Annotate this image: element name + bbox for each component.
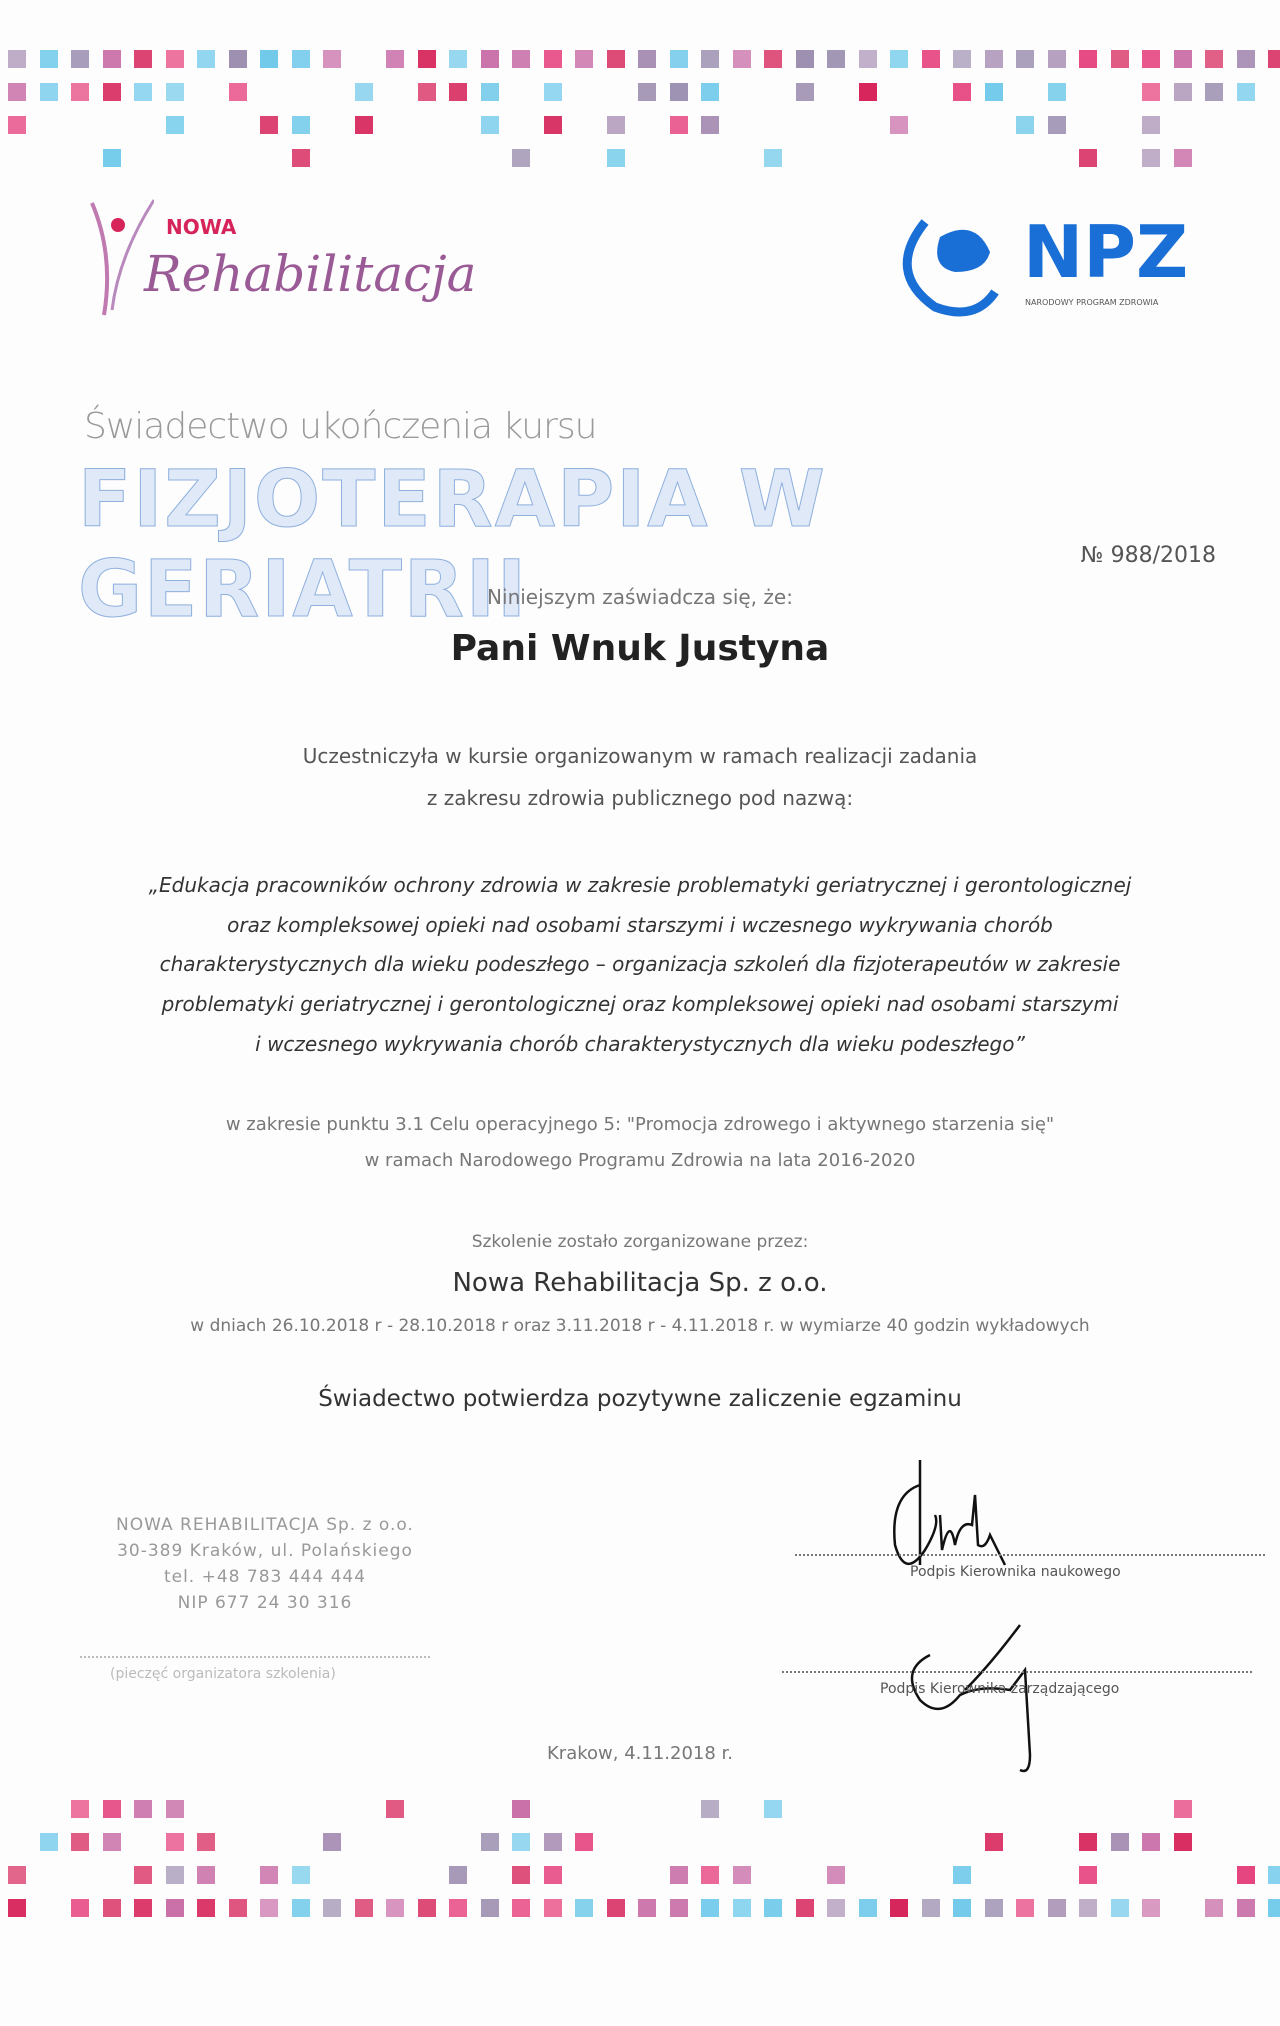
mosaic-tile [701, 50, 719, 68]
mosaic-tile [292, 50, 310, 68]
mosaic-tile [449, 83, 467, 101]
mosaic-tile [827, 1899, 845, 1917]
mosaic-tile [764, 50, 782, 68]
managing-sign-label: Podpis Kierownika zarządzającego [880, 1681, 1120, 1697]
stamp-line: NIP 677 24 30 316 [177, 1593, 353, 1613]
mosaic-tile [670, 1866, 688, 1884]
mosaic-tile [197, 1866, 215, 1884]
npz-emblem-icon [895, 212, 1005, 322]
mosaic-tile [1048, 83, 1066, 101]
mosaic-tile [8, 1866, 26, 1884]
mosaic-tile [1268, 50, 1280, 68]
mosaic-tile [134, 83, 152, 101]
task-line-4: problematyki geriatrycznej i gerontologicznej oraz kompleksowej opieki nad osobami starszymi [161, 992, 1119, 1016]
mosaic-tile [71, 1800, 89, 1818]
course-title: FIZJOTERAPIA W GERIATRII [78, 455, 827, 635]
mosaic-tile [8, 50, 26, 68]
mosaic-tile [40, 83, 58, 101]
mosaic-tile [292, 1866, 310, 1884]
mosaic-tile [670, 116, 688, 134]
task-line-5: i wczesnego wykrywania chorób charakterystycznych dla wieku podeszłego” [255, 1032, 1025, 1056]
mosaic-tile [512, 1800, 530, 1818]
participation-line-2: z zakresu zdrowia publicznego pod nazwą: [426, 786, 854, 810]
mosaic-tile [449, 1899, 467, 1917]
mosaic-tile [292, 1899, 310, 1917]
mosaic-tile [166, 1899, 184, 1917]
mosaic-tile [1237, 1866, 1255, 1884]
mosaic-tile [1142, 149, 1160, 167]
organizer-name: Nowa Rehabilitacja Sp. z o.o. [452, 1268, 828, 1298]
mosaic-tile [764, 1800, 782, 1818]
mosaic-tile [512, 50, 530, 68]
exam-statement: Świadectwo potwierdza pozytywne zaliczenie egzaminu [318, 1386, 962, 1412]
mosaic-tile [701, 1866, 719, 1884]
mosaic-tile [701, 1800, 719, 1818]
mosaic-tile [575, 1899, 593, 1917]
mosaic-tile [197, 50, 215, 68]
mosaic-tile [166, 116, 184, 134]
mosaic-tile [134, 1899, 152, 1917]
certificate-subtitle: Świadectwo ukończenia kursu [84, 406, 597, 447]
mosaic-tile [166, 1800, 184, 1818]
mosaic-tile [323, 50, 341, 68]
mosaic-tile [733, 50, 751, 68]
mosaic-tile [166, 1833, 184, 1851]
mosaic-tile [166, 50, 184, 68]
mosaic-tile [796, 1899, 814, 1917]
mosaic-tile [701, 116, 719, 134]
mosaic-tile [1237, 50, 1255, 68]
mosaic-tile [733, 1899, 751, 1917]
mosaic-tile [1111, 1833, 1129, 1851]
mosaic-tile [607, 116, 625, 134]
mosaic-tile [953, 83, 971, 101]
mosaic-tile [40, 50, 58, 68]
mosaic-tile [1174, 83, 1192, 101]
mosaic-tile [607, 149, 625, 167]
mosaic-tile [1142, 50, 1160, 68]
mosaic-tile [1205, 83, 1223, 101]
mosaic-tile [292, 116, 310, 134]
mosaic-tile [985, 83, 1003, 101]
participation-line-1: Uczestniczyła w kursie organizowanym w ramach realizacji zadania [302, 744, 978, 768]
scope-line-1: w zakresie punktu 3.1 Celu operacyjnego 5: "Promocja zdrowego i aktywnego starzenia się" [225, 1114, 1055, 1135]
mosaic-tile [323, 1833, 341, 1851]
mosaic-tile [922, 50, 940, 68]
logo-rehabilitacja-text: Rehabilitacja [144, 245, 477, 303]
mosaic-tile [953, 50, 971, 68]
mosaic-tile [1079, 1866, 1097, 1884]
mosaic-tile [1268, 1866, 1280, 1884]
mosaic-tile [229, 1899, 247, 1917]
course-dates: w dniach 26.10.2018 r - 28.10.2018 r oraz 3.11.2018 r - 4.11.2018 r. w wymiarze 40 godzin wykładowych [190, 1316, 1090, 1336]
mosaic-tile [1205, 1899, 1223, 1917]
mosaic-tile [8, 116, 26, 134]
mosaic-tile [449, 50, 467, 68]
mosaic-tile [638, 1899, 656, 1917]
mosaic-tile [8, 83, 26, 101]
mosaic-tile [512, 1833, 530, 1851]
intro-text: Niniejszym zaświadcza się, że: [487, 585, 793, 609]
mosaic-tile [953, 1899, 971, 1917]
mosaic-tile [890, 1899, 908, 1917]
certificate-number: № 988/2018 [1080, 543, 1216, 568]
mosaic-tile [607, 1899, 625, 1917]
mosaic-tile [71, 1899, 89, 1917]
mosaic-tile [418, 1899, 436, 1917]
mosaic-tile [512, 1866, 530, 1884]
mosaic-tile [544, 50, 562, 68]
mosaic-tile [544, 1833, 562, 1851]
mosaic-tile [481, 116, 499, 134]
mosaic-tile [890, 50, 908, 68]
mosaic-tile [71, 83, 89, 101]
mosaic-tile [1048, 50, 1066, 68]
mosaic-tile [1079, 149, 1097, 167]
mosaic-tile [764, 1899, 782, 1917]
mosaic-tile [512, 149, 530, 167]
mosaic-tile [71, 50, 89, 68]
mosaic-tile [544, 1866, 562, 1884]
mosaic-tile [418, 83, 436, 101]
logo-nowa-text: NOWA [166, 215, 237, 239]
mosaic-tile [922, 1899, 940, 1917]
mosaic-tile [103, 50, 121, 68]
mosaic-tile [260, 1899, 278, 1917]
mosaic-tile [1048, 1899, 1066, 1917]
mosaic-tile [134, 1800, 152, 1818]
stamp-line: 30-389 Kraków, ul. Polańskiego [117, 1541, 413, 1561]
npz-tagline: NARODOWY PROGRAM ZDROWIA [1025, 298, 1159, 307]
signature-scientific [880, 1455, 1140, 1775]
mosaic-tile [386, 50, 404, 68]
mosaic-tile [544, 116, 562, 134]
mosaic-tile [355, 116, 373, 134]
mosaic-tile [859, 1899, 877, 1917]
mosaic-tile [859, 50, 877, 68]
mosaic-tile [103, 1899, 121, 1917]
mosaic-tile [355, 83, 373, 101]
mosaic-tile [985, 1899, 1003, 1917]
top-mosaic-border [0, 50, 1280, 180]
mosaic-tile [1142, 83, 1160, 101]
mosaic-tile [1174, 1800, 1192, 1818]
mosaic-tile [544, 83, 562, 101]
mosaic-tile [260, 1866, 278, 1884]
mosaic-tile [607, 50, 625, 68]
organizer-stamp [100, 1512, 430, 1616]
mosaic-tile [985, 1833, 1003, 1851]
mosaic-tile [229, 50, 247, 68]
mosaic-tile [355, 1899, 373, 1917]
bottom-mosaic-border [0, 1800, 1280, 1930]
mosaic-tile [701, 1899, 719, 1917]
mosaic-tile [638, 83, 656, 101]
mosaic-tile [1111, 1899, 1129, 1917]
mosaic-tile [796, 83, 814, 101]
mosaic-tile [827, 50, 845, 68]
mosaic-tile [260, 50, 278, 68]
stamp-line: tel. +48 783 444 444 [163, 1567, 367, 1587]
organizer-sign-line [80, 1656, 430, 1658]
mosaic-tile [1174, 1833, 1192, 1851]
task-line-3: charakterystycznych dla wieku podeszłego – organizacja szkoleń dla fizjoterapeutów w zakresie [159, 952, 1121, 976]
organized-by-label: Szkolenie zostało zorganizowane przez: [471, 1232, 809, 1252]
task-line-2: oraz kompleksowej opieki nad osobami starszymi i wczesnego wykrywania chorób [227, 913, 1053, 937]
mosaic-tile [701, 83, 719, 101]
mosaic-tile [71, 1833, 89, 1851]
mosaic-tile [733, 1866, 751, 1884]
mosaic-tile [1142, 1833, 1160, 1851]
mosaic-tile [8, 1899, 26, 1917]
stamp-line: NOWA REHABILITACJA Sp. z o.o. [116, 1515, 414, 1535]
mosaic-tile [134, 50, 152, 68]
mosaic-tile [1079, 50, 1097, 68]
scientific-sign-line [795, 1554, 1265, 1556]
mosaic-tile [827, 1866, 845, 1884]
mosaic-tile [103, 1833, 121, 1851]
scope-line-2: w ramach Narodowego Programu Zdrowia na lata 2016-2020 [364, 1150, 916, 1171]
mosaic-tile [1016, 116, 1034, 134]
mosaic-tile [481, 1899, 499, 1917]
mosaic-tile [1268, 1899, 1280, 1917]
task-line-1: „Edukacja pracowników ochrony zdrowia w zakresie problematyki geriatrycznej i gerontologicznej [148, 873, 1132, 897]
mosaic-tile [1048, 116, 1066, 134]
mosaic-tile [670, 83, 688, 101]
mosaic-tile [575, 1833, 593, 1851]
mosaic-tile [481, 83, 499, 101]
mosaic-tile [1142, 1899, 1160, 1917]
mosaic-tile [166, 1866, 184, 1884]
mosaic-tile [1016, 50, 1034, 68]
mosaic-tile [985, 50, 1003, 68]
mosaic-tile [449, 1866, 467, 1884]
place-date: Krakow, 4.11.2018 r. [547, 1743, 733, 1764]
mosaic-tile [575, 50, 593, 68]
mosaic-tile [1237, 1899, 1255, 1917]
mosaic-tile [386, 1899, 404, 1917]
mosaic-tile [1142, 116, 1160, 134]
mosaic-tile [953, 1866, 971, 1884]
mosaic-tile [197, 1899, 215, 1917]
mosaic-tile [481, 50, 499, 68]
mosaic-tile [638, 50, 656, 68]
mosaic-tile [260, 116, 278, 134]
mosaic-tile [1079, 1899, 1097, 1917]
managing-sign-line [782, 1671, 1252, 1673]
mosaic-tile [764, 149, 782, 167]
mosaic-tile [512, 1899, 530, 1917]
organizer-sign-label: (pieczęć organizatora szkolenia) [110, 1666, 336, 1682]
mosaic-tile [1016, 1899, 1034, 1917]
mosaic-tile [670, 50, 688, 68]
mosaic-tile [166, 83, 184, 101]
mosaic-tile [103, 1800, 121, 1818]
mosaic-tile [103, 149, 121, 167]
mosaic-tile [386, 1800, 404, 1818]
mosaic-tile [292, 149, 310, 167]
mosaic-tile [1079, 1833, 1097, 1851]
mosaic-tile [103, 83, 121, 101]
mosaic-tile [197, 1833, 215, 1851]
mosaic-tile [859, 83, 877, 101]
mosaic-tile [134, 1866, 152, 1884]
scientific-sign-label: Podpis Kierownika naukowego [910, 1564, 1121, 1580]
nowa-rehabilitacja-logo [84, 195, 477, 335]
mosaic-tile [890, 116, 908, 134]
npz-text: NPZ [1023, 210, 1189, 294]
mosaic-tile [1174, 50, 1192, 68]
mosaic-tile [1174, 149, 1192, 167]
mosaic-tile [1237, 83, 1255, 101]
mosaic-tile [670, 1899, 688, 1917]
mosaic-tile [1205, 50, 1223, 68]
mosaic-tile [544, 1899, 562, 1917]
mosaic-tile [229, 83, 247, 101]
mosaic-tile [323, 1899, 341, 1917]
npz-logo [895, 212, 1215, 322]
mosaic-tile [418, 50, 436, 68]
mosaic-tile [481, 1833, 499, 1851]
mosaic-tile [40, 1833, 58, 1851]
mosaic-tile [1111, 50, 1129, 68]
mosaic-tile [796, 50, 814, 68]
recipient-name: Pani Wnuk Justyna [450, 628, 830, 669]
